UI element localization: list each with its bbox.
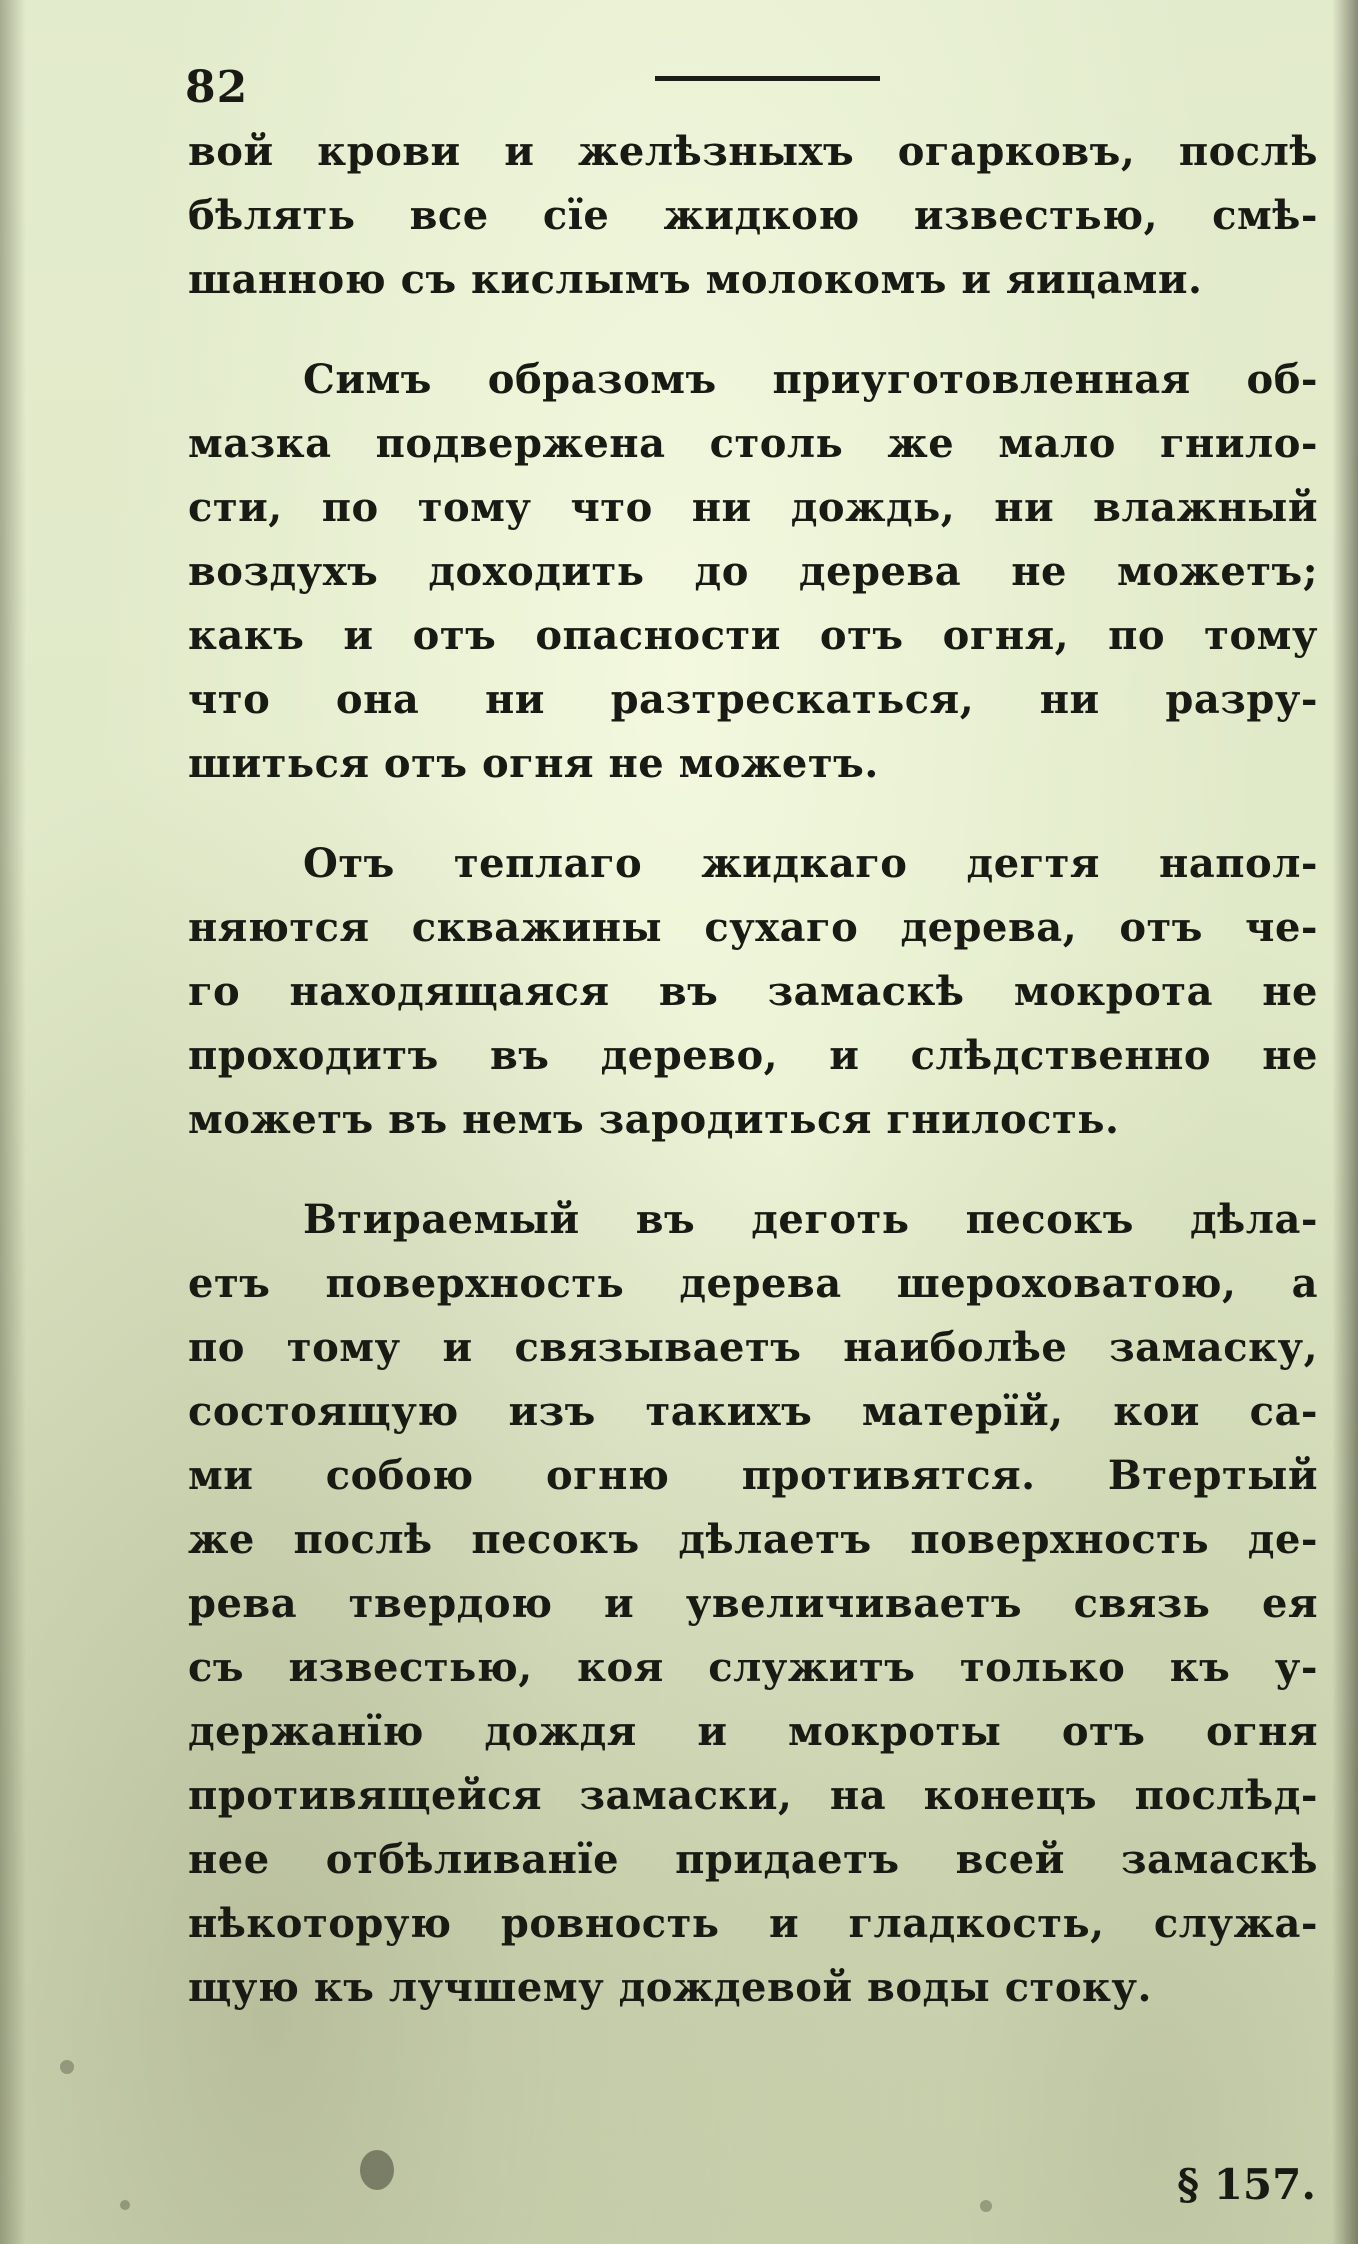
text-line: Втираемый въ деготь песокъ дѣла-	[303, 1196, 1318, 1243]
text-line: шанною съ кислымъ молокомъ и яицами.	[188, 256, 1203, 303]
text-line: какъ и отъ опасности отъ огня, по тому	[188, 612, 1318, 659]
text-line: щую къ лучшему дождевой воды стоку.	[188, 1964, 1152, 2011]
stain-mark	[360, 2150, 394, 2190]
text-line: же послѣ песокъ дѣлаетъ поверхность де-	[188, 1516, 1318, 1563]
text-line: съ известью, коя служитъ только къ у-	[188, 1644, 1318, 1691]
text-line: Отъ теплаго жидкаго дегтя напол-	[303, 840, 1318, 887]
text-line: ми собою огню противятся. Втертый	[188, 1452, 1318, 1499]
page-number: 82	[185, 62, 249, 113]
body-text	[188, 120, 1318, 2020]
text-line: можетъ въ немъ зародиться гнилость.	[188, 1096, 1120, 1143]
text-line: го находящаяся въ замаскѣ мокрота не	[188, 968, 1318, 1015]
text-line: нее отбѣливанїе придаетъ всей замаскѣ	[188, 1836, 1318, 1883]
page-right-edge-shadow	[1332, 0, 1358, 2244]
text-line: сти, по тому что ни дождь, ни влажный	[188, 484, 1318, 531]
text-line: воздухъ доходить до дерева не можетъ;	[188, 548, 1318, 595]
text-line: противящейся замаски, на конецъ послѣд-	[188, 1772, 1318, 1819]
text-line: Симъ образомъ приуготовленная об-	[303, 356, 1318, 403]
text-line: шиться отъ огня не можетъ.	[188, 740, 879, 787]
stain-mark	[60, 2060, 74, 2074]
text-line: няются скважины сухаго дерева, отъ че-	[188, 904, 1318, 951]
text-line: етъ поверхность дерева шероховатою, а	[188, 1260, 1318, 1307]
catchword: § 157.	[1177, 2160, 1316, 2209]
text-line: держанїю дождя и мокроты отъ огня	[188, 1708, 1318, 1755]
text-line: проходитъ въ дерево, и слѣдственно не	[188, 1032, 1318, 1079]
stain-mark	[120, 2200, 130, 2210]
paragraph-gap	[188, 312, 1318, 348]
text-line: бѣлять все сїе жидкою известью, смѣ-	[188, 192, 1318, 239]
header-rule	[655, 76, 880, 81]
paragraph-gap	[188, 1152, 1318, 1188]
paragraph-gap	[188, 796, 1318, 832]
text-line: что она ни разтрескаться, ни разру-	[188, 676, 1318, 723]
text-line: по тому и связываетъ наиболѣе замаску,	[188, 1324, 1318, 1371]
text-line: нѣкоторую ровность и гладкость, служа-	[188, 1900, 1318, 1947]
stain-mark	[980, 2200, 992, 2212]
text-line: вой крови и желѣзныхъ огарковъ, послѣ	[188, 128, 1318, 175]
text-line: состоящую изъ такихъ матерїй, кои са-	[188, 1388, 1318, 1435]
page-left-edge-shadow	[0, 0, 26, 2244]
text-line: мазка подвержена столь же мало гнило-	[188, 420, 1318, 467]
text-line: рева твердою и увеличиваетъ связь ея	[188, 1580, 1318, 1627]
